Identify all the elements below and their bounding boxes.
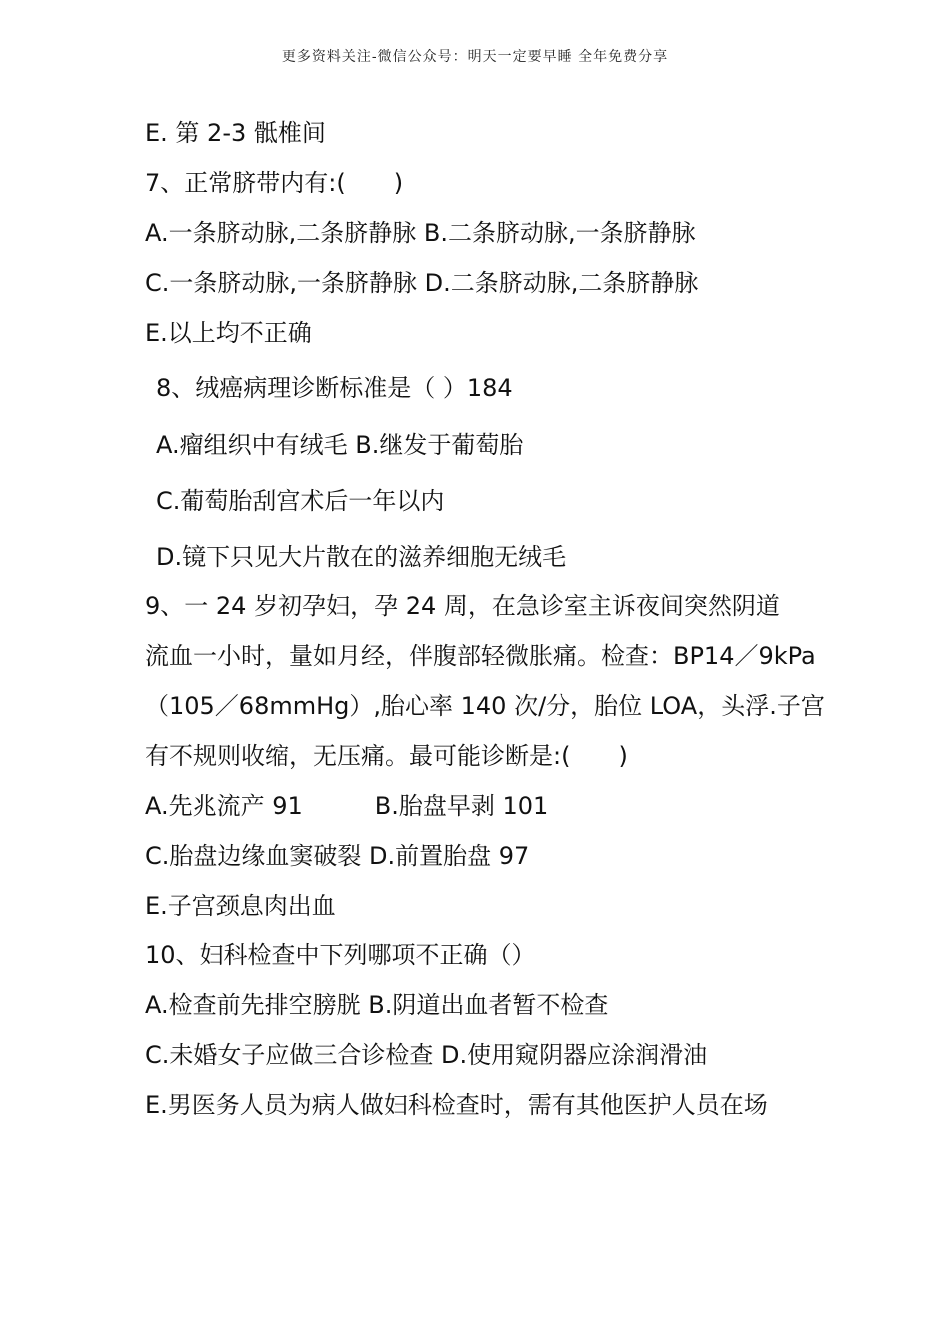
text-line: C.胎盘边缘血窦破裂 D.前置胎盘 97 [145,842,530,870]
text-line: A.一条脐动脉,二条脐静脉 B.二条脐动脉,一条脐静脉 [145,219,696,247]
question-8: 8、绒癌病理诊断标准是（ ）184 [156,374,513,402]
text-line: 有不规则收缩，无压痛。最可能诊断是:( ) [145,742,628,770]
question-10: 10、妇科检查中下列哪项不正确（） [145,941,536,969]
text-line: C.葡萄胎刮宫术后一年以内 [156,487,445,515]
text-line: C.一条脐动脉,一条脐静脉 D.二条脐动脉,二条脐静脉 [145,269,699,297]
text-line: （105／68mmHg）,胎心率 140 次/分，胎位 LOA，头浮.子宫 [145,692,825,720]
text-line: A.先兆流产 91 B.胎盘早剥 101 [145,792,549,820]
text-line: 流血一小时，量如月经，伴腹部轻微胀痛。检查：BP14／9kPa [145,642,816,670]
text-line: E. 第 2-3 骶椎间 [145,119,326,147]
text-line: E.男医务人员为病人做妇科检查时，需有其他医护人员在场 [145,1091,768,1119]
question-7: 7、正常脐带内有:( ) [145,169,404,197]
text-line: D.镜下只见大片散在的滋养细胞无绒毛 [156,543,567,571]
page-header: 更多资料关注-微信公众号：明天一定要早睡 全年免费分享 [281,49,669,65]
text-line: A.检查前先排空膀胱 B.阴道出血者暂不检查 [145,991,609,1019]
text-line: A.瘤组织中有绒毛 B.继发于葡萄胎 [156,431,524,459]
text-line: E.子宫颈息肉出血 [145,892,336,920]
text-line: C.未婚女子应做三合诊检查 D.使用窥阴器应涂润滑油 [145,1041,708,1069]
question-9: 9、一 24 岁初孕妇，孕 24 周，在急诊室主诉夜间突然阴道 [145,592,780,620]
text-line: E.以上均不正确 [145,319,312,347]
